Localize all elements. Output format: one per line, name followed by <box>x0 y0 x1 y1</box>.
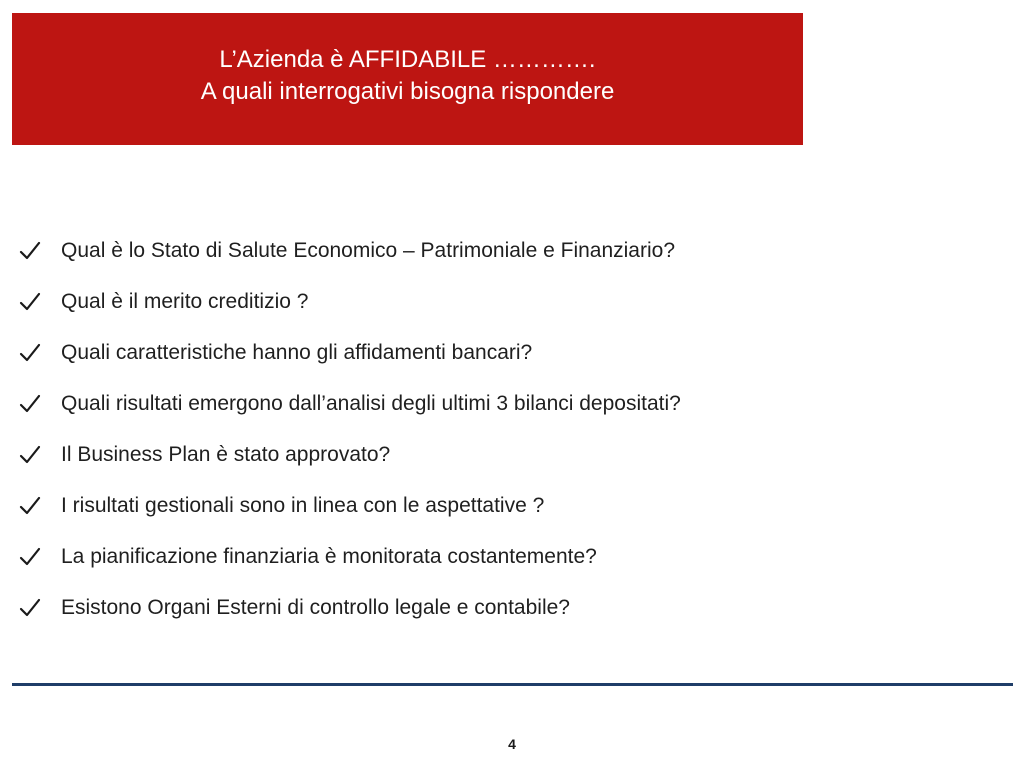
page-number: 4 <box>508 736 516 752</box>
question-checklist <box>18 225 681 633</box>
checklist-item-text: Esistono Organi Esterni di controllo legale e contabile? <box>61 595 570 619</box>
checklist-item <box>18 531 681 582</box>
checklist-item-text: Quali caratteristiche hanno gli affidamenti bancari? <box>61 340 533 364</box>
check-icon <box>18 545 42 569</box>
checklist-item-text: Qual è lo Stato di Salute Economico – Patrimoniale e Finanziario? <box>61 238 676 262</box>
title-line-2: A quali interrogativi bisogna rispondere <box>200 78 615 105</box>
title-line-1: L’Azienda è AFFIDABILE …………. <box>219 46 596 73</box>
title-banner <box>12 13 803 145</box>
checklist-item <box>18 327 681 378</box>
checklist-item <box>18 480 681 531</box>
checklist-item <box>18 225 681 276</box>
checklist-item-text: Quali risultati emergono dall’analisi degli ultimi 3 bilanci depositati? <box>61 391 681 415</box>
check-icon <box>18 341 42 365</box>
check-icon <box>18 596 42 620</box>
checklist-item <box>18 429 681 480</box>
check-icon <box>18 494 42 518</box>
checklist-item <box>18 378 681 429</box>
checklist-item-text: La pianificazione finanziaria è monitorata costantemente? <box>61 544 597 568</box>
check-icon <box>18 239 42 263</box>
footer-divider <box>12 683 1013 686</box>
check-icon <box>18 290 42 314</box>
checklist-item-text: Qual è il merito creditizio ? <box>61 289 309 313</box>
check-icon <box>18 392 42 416</box>
checklist-item <box>18 582 681 633</box>
check-icon <box>18 443 42 467</box>
checklist-item-text: Il Business Plan è stato approvato? <box>61 442 391 466</box>
checklist-item-text: I risultati gestionali sono in linea con le aspettative ? <box>61 493 545 517</box>
checklist-item <box>18 276 681 327</box>
